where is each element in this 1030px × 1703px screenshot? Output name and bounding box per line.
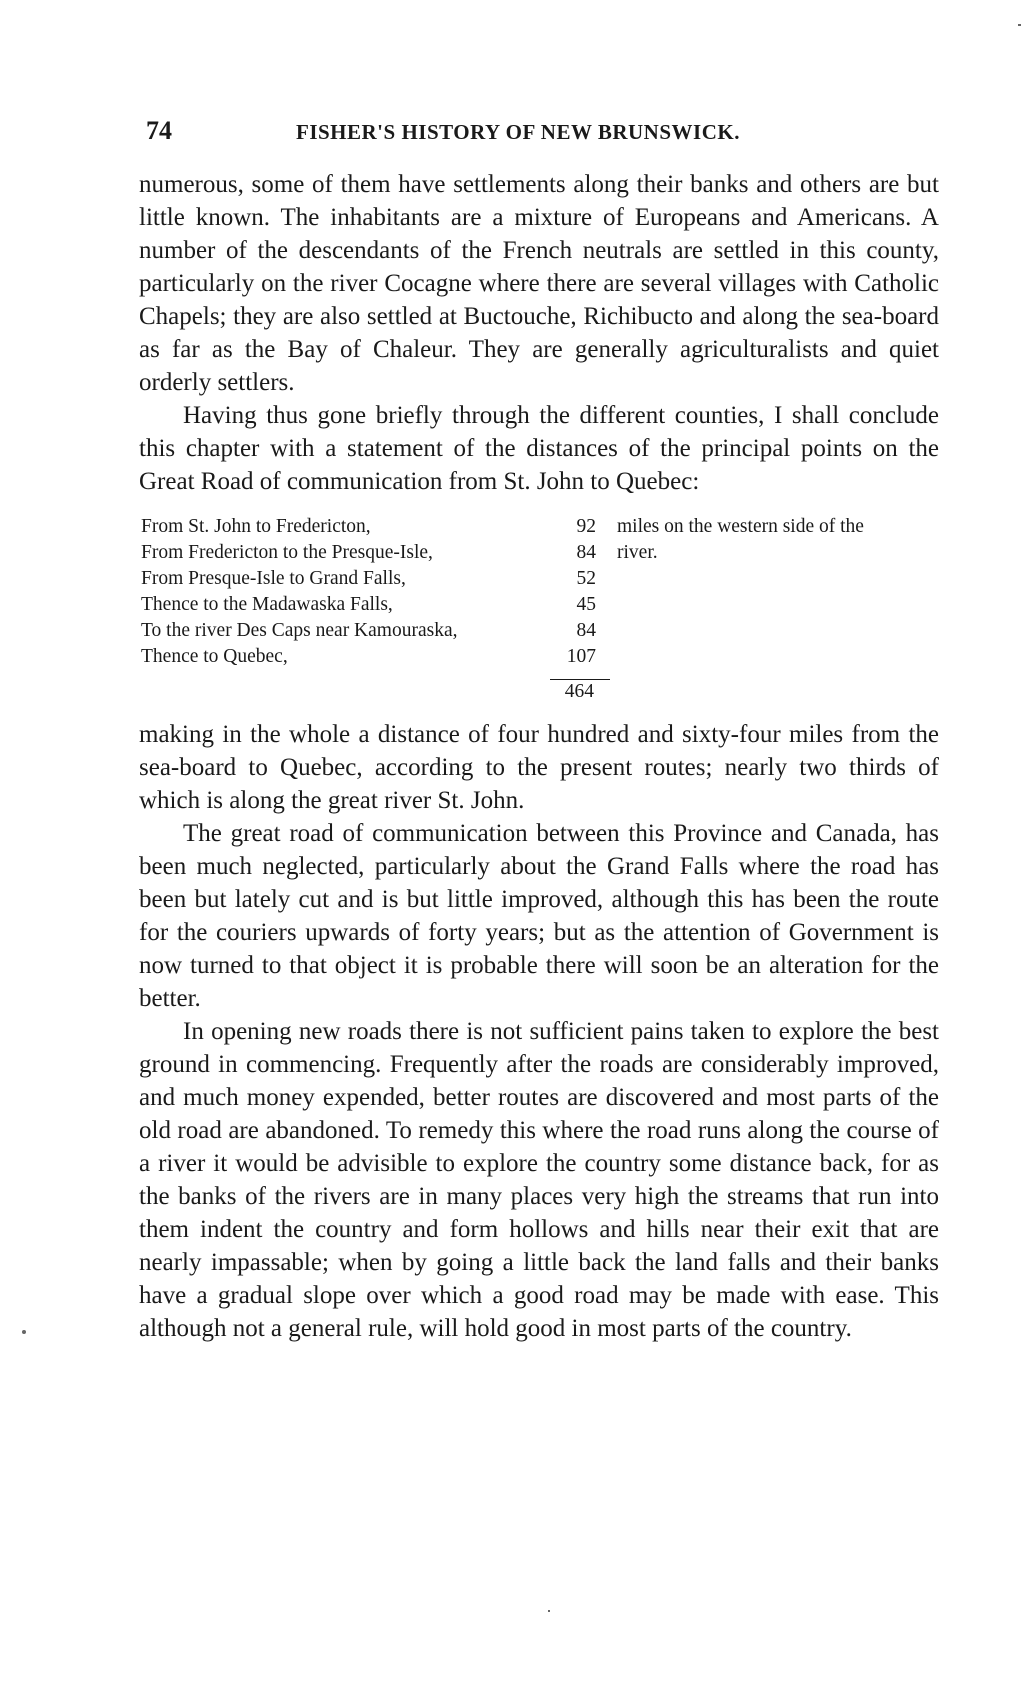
distance-value: 92 (576, 516, 596, 537)
paragraph-total-distance: making in the whole a distance of four hundred and sixty-four miles from the sea-board to Quebec, according to the present routes; nearly two thirds of which is along the great river St. John. (139, 721, 939, 814)
paragraph-great-road: The great road of communication between this Province and Canada, has been much neglected, particularly about the Grand Falls where the road has been but lately cut and is but little improved, although this has been the route for the couriers upwards of forty years; but as the attention of Government is now turned to that object it is probable there will soon be an alteration for the better. (139, 820, 939, 1012)
distance-row (141, 618, 941, 644)
paragraph-new-roads: In opening new roads there is not sufficient pains taken to explore the best ground in commencing. Frequently after the roads are considerably improved, and much money expended, better routes are discovered and most parts of the old road are abandoned. To remedy this where the road runs along the course of a river it would be advisible to explore the country some distance back, for as the banks of the rivers are in many places very high the streams that run into them indent the country and form hollows and hills near their exit that are nearly impassable; when by going a little back the land falls and their banks have a gradual slope over which a good road may be made with ease. This although not a general rule, will hold good in most parts of the country. (139, 1018, 939, 1342)
distance-note: miles on the western side of the (617, 516, 864, 537)
distance-label: From Presque-Isle to Grand Falls, (141, 568, 406, 589)
distance-row (141, 566, 941, 592)
distance-row (141, 540, 941, 566)
paragraph-continued: numerous, some of them have settlements along their banks and others are but little known. The inhabitants are a mixture of Europeans and Americans. A number of the descendants of the French neutrals are settled in this county, particularly on the river Cocagne where there are several villages with Catholic Chapels; they are also settled at Buctouche, Richibucto and along the sea-board as far as the Bay of Chaleur. They are generally agriculturalists and quiet orderly settlers. (139, 171, 939, 396)
distance-value: 84 (576, 620, 596, 641)
scan-speck (22, 1330, 26, 1334)
distance-row (141, 514, 941, 540)
distance-label: Thence to Quebec, (141, 646, 288, 667)
body-text (139, 168, 939, 1345)
distance-row (141, 592, 941, 618)
page-number: 74 (146, 116, 172, 145)
running-title: FISHER'S HISTORY OF NEW BRUNSWICK. (296, 120, 740, 144)
page-header (146, 116, 950, 156)
distance-label: From Fredericton to the Presque-Isle, (141, 542, 433, 563)
distance-value: 84 (576, 542, 596, 563)
distance-value: 45 (576, 594, 596, 615)
distance-value: 52 (576, 568, 596, 589)
scan-speck (1018, 24, 1021, 26)
distance-note: river. (617, 542, 658, 563)
distance-table (139, 514, 939, 704)
scan-speck (548, 1610, 550, 1612)
paragraph-distances-intro: Having thus gone briefly through the different counties, I shall conclude this chapter with a statement of the distances of the principal points on the Great Road of communication from St. John to Quebec: (139, 402, 939, 495)
distance-row (141, 644, 941, 670)
distance-label: Thence to the Madawaska Falls, (141, 594, 393, 615)
distance-label: To the river Des Caps near Kamouraska, (141, 620, 458, 641)
distance-total: 464 (564, 681, 594, 702)
distance-value: 107 (566, 646, 596, 667)
distance-label: From St. John to Fredericton, (141, 516, 371, 537)
